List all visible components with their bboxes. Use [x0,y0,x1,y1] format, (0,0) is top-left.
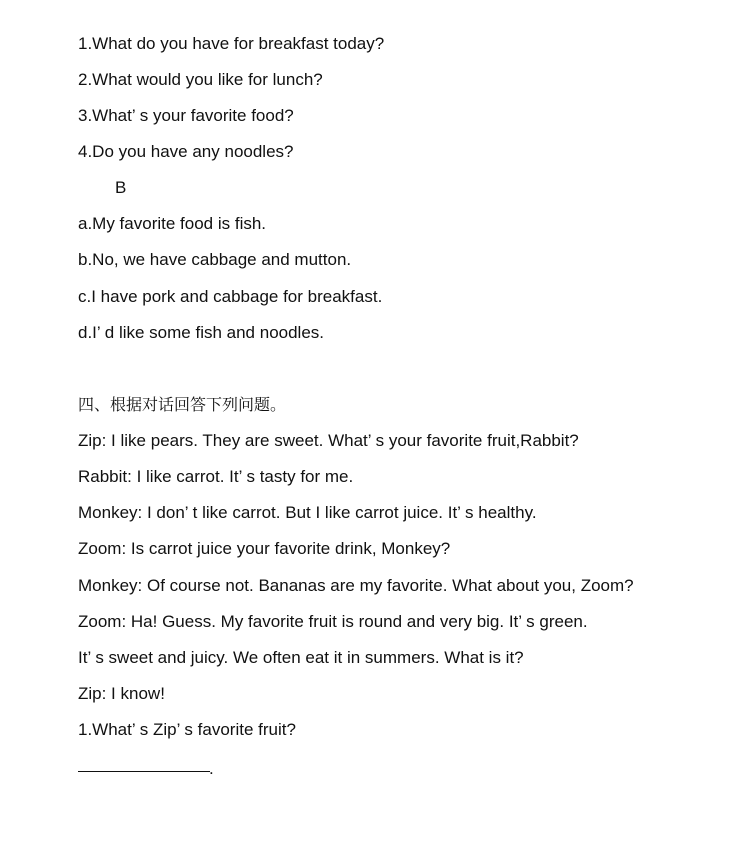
question-four-1: 1.What’ s Zip’ s favorite fruit? [78,720,296,739]
question-a-3: 3.What’ s your favorite food? [78,106,294,125]
question-a-2: 2.What would you like for lunch? [78,70,323,89]
dialogue-line: Zip: I like pears. They are sweet. What’ s your favorite fruit,Rabbit? [78,431,579,450]
dialogue-line: Zip: I know! [78,684,165,703]
dialogue-line: Zoom: Ha! Guess. My favorite fruit is round and very big. It’ s green. [78,612,588,631]
dialogue-line: Monkey: I don’ t like carrot. But I like carrot juice. It’ s healthy. [78,503,537,522]
answer-b-a: a.My favorite food is fish. [78,214,267,233]
dialogue-line: It’ s sweet and juicy. We often eat it in summers. What is it? [78,648,524,667]
answer-blank-line[interactable] [78,771,210,772]
section-four-heading: 四、根据对话回答下列问题。 [78,395,287,414]
answer-b-b: b.No, we have cabbage and mutton. [78,250,352,269]
dialogue-line: Rabbit: I like carrot. It’ s tasty for me. [78,467,354,486]
answer-b-d: d.I’ d like some fish and noodles. [78,323,325,342]
section-b-label: B [115,178,127,197]
dialogue-line: Zoom: Is carrot juice your favorite drink, Monkey? [78,539,451,558]
dialogue-line: Monkey: Of course not. Bananas are my favorite. What about you, Zoom? [78,576,634,595]
answer-blank-period: . [209,759,214,778]
answer-b-c: c.I have pork and cabbage for breakfast. [78,287,383,306]
question-a-1: 1.What do you have for breakfast today? [78,34,385,53]
question-a-4: 4.Do you have any noodles? [78,142,294,161]
